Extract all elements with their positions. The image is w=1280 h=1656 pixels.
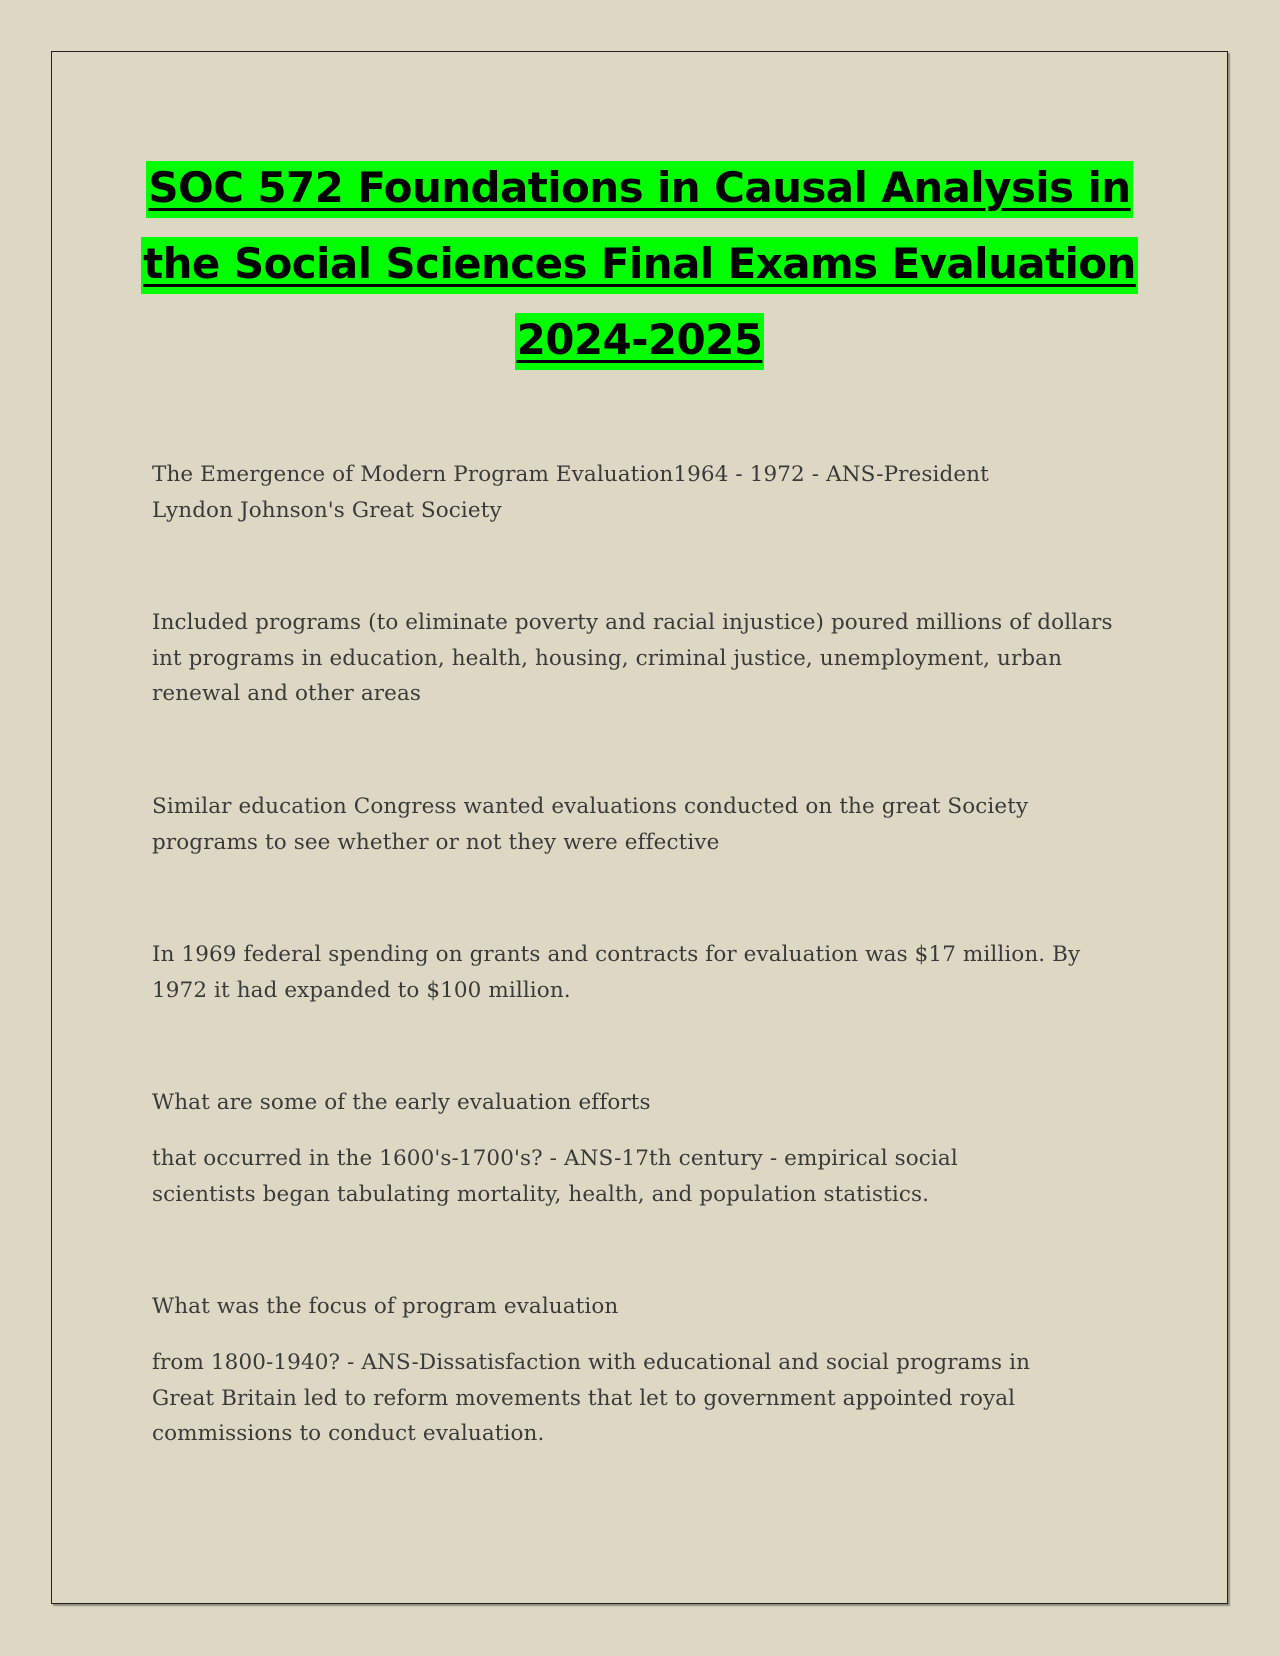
- title-line: 2024-2025: [52, 302, 1227, 378]
- answer-program-evaluation-focus: from 1800-1940? - ANS-Dissatisfaction with educational and social programs in Great Britain led to reform movements that let to government appointed royal commissions to conduct evaluation.: [152, 1350, 1031, 1446]
- title-line: SOC 572 Foundations in Causal Analysis in: [52, 150, 1227, 226]
- paragraph-congress-evaluations: Similar education Congress wanted evaluations conducted on the great Society programs to see whether or not they were effective: [152, 794, 1029, 855]
- title-line: the Social Sciences Final Exams Evaluation: [52, 226, 1227, 302]
- paragraph-federal-spending: In 1969 federal spending on grants and contracts for evaluation was $17 million. By 1972 it had expanded to $100 million.: [152, 942, 1081, 1003]
- document-page: [51, 51, 1228, 1604]
- document-title: [52, 150, 1227, 378]
- paragraph-included-programs: Included programs (to eliminate poverty and racial injustice) poured millions of dollars int programs in education, health, housing, criminal justice, unemployment, urban renewal and other areas: [152, 610, 1113, 706]
- question-early-evaluation-efforts: What are some of the early evaluation efforts: [152, 1090, 651, 1115]
- question-program-evaluation-focus: What was the focus of program evaluation: [152, 1294, 619, 1319]
- answer-early-evaluation-efforts: that occurred in the 1600's-1700's? - ANS-17th century - empirical social scientists began tabulating mortality, health, and population statistics.: [152, 1146, 958, 1207]
- paragraph-program-evaluation-emergence: The Emergence of Modern Program Evaluation1964 - 1972 - ANS-President Lyndon Johnson's Great Society: [152, 462, 989, 523]
